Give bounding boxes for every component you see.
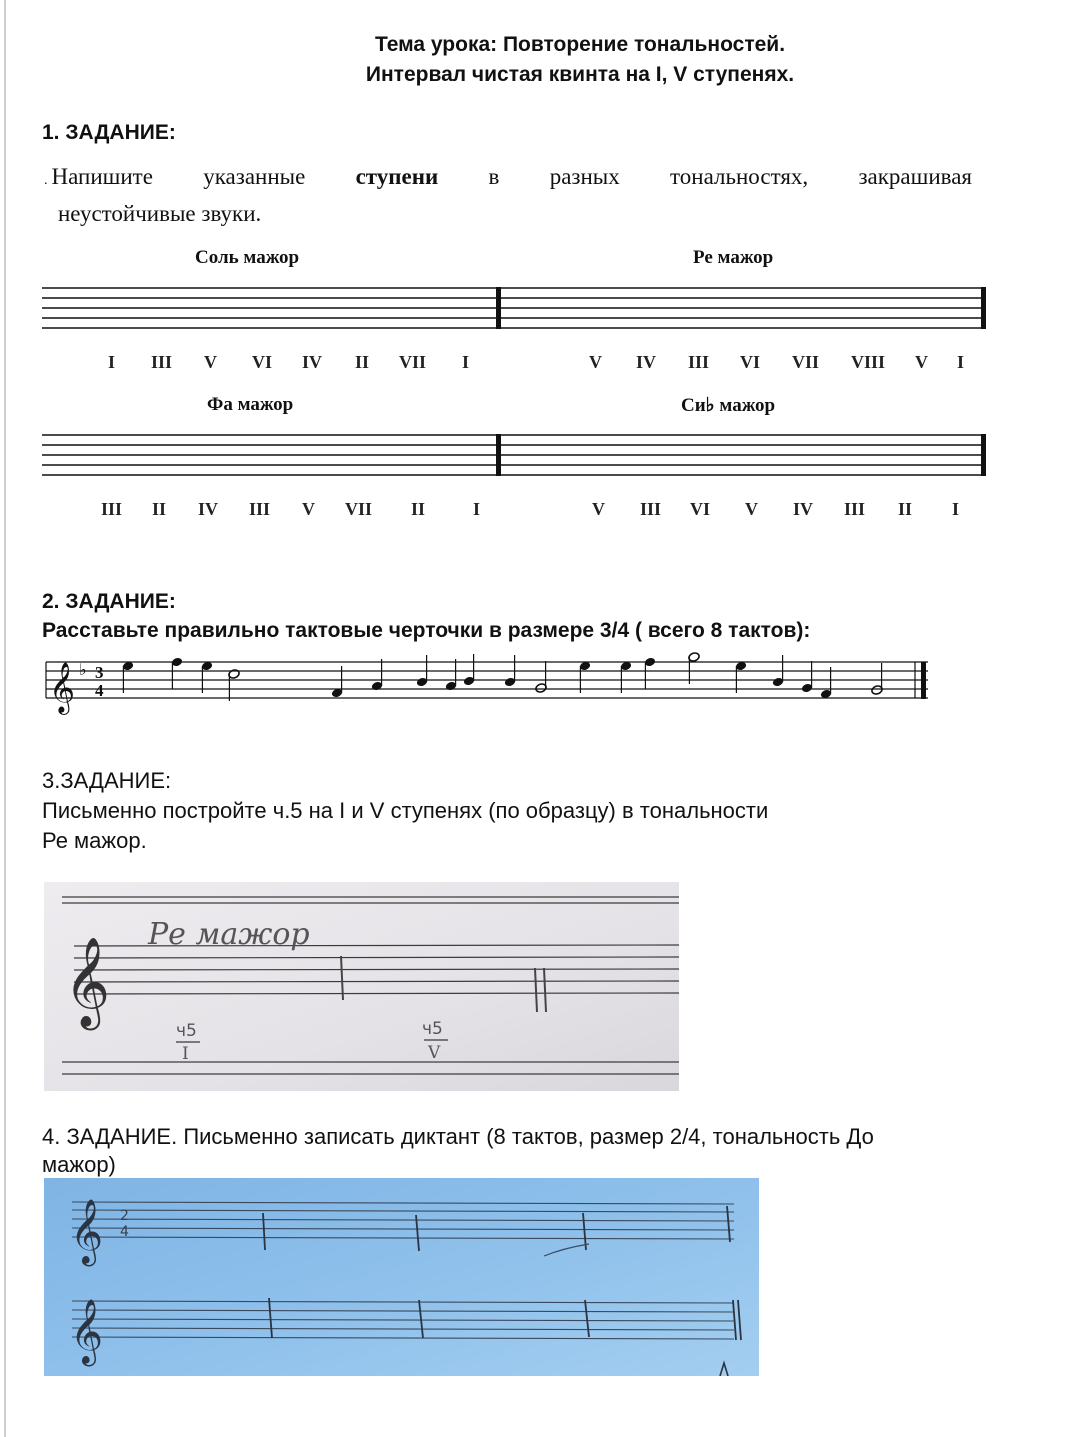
melody-notes — [122, 652, 883, 701]
task2-heading: 2. ЗАДАНИЕ: — [42, 590, 176, 613]
final-barline — [921, 662, 926, 699]
degree-mark-2: V — [428, 1043, 441, 1063]
degree-label: II — [152, 499, 167, 519]
instr-word: в — [488, 164, 500, 189]
task1-instruction-line2: неустойчивые звуки. — [58, 201, 262, 226]
instr-word: закрашивая — [858, 164, 972, 189]
lesson-title-line1: Тема урока: Повторение тональностей. — [374, 33, 786, 56]
degree-label: V — [745, 499, 758, 519]
task1-instruction — [44, 160, 972, 230]
degree-label: III — [844, 499, 866, 519]
interval-mark-1: ч5 — [176, 1021, 197, 1041]
task2-instruction: Расставьте правильно тактовые черточки в размере 3/4 ( всего 8 тактов): — [42, 619, 811, 642]
degree-label: IV — [302, 352, 323, 372]
staff-divider-bar — [496, 287, 501, 329]
time-signature-bottom: 4 — [120, 1224, 129, 1240]
degree-label: III — [640, 499, 662, 519]
instr-word: разных — [549, 164, 620, 189]
degree-label: V — [592, 499, 605, 519]
degree-label: I — [957, 352, 965, 372]
degree-label: VI — [252, 352, 273, 372]
treble-clef-icon: 𝄞 — [49, 662, 76, 713]
handwritten-key-name: Ре мажор — [148, 917, 310, 952]
degree-label: I — [952, 499, 960, 519]
staff-end-bar — [981, 434, 986, 476]
key-name-fa-major: Фа мажор — [207, 394, 294, 415]
key-name-re-major: Ре мажор — [693, 247, 774, 268]
staff-divider-bar — [496, 434, 501, 476]
degree-label: I — [108, 352, 116, 372]
key-name-sol-major: Соль мажор — [195, 247, 300, 268]
treble-clef-icon: 𝄞 — [64, 937, 111, 1027]
degree-label: VII — [792, 352, 820, 372]
page-left-border — [4, 0, 6, 1437]
degree-label: VI — [740, 352, 761, 372]
lesson-title-line2: Интервал чистая квинта на I, V ступенях. — [365, 63, 795, 86]
instr-word: указанные — [203, 164, 306, 189]
staff-row-1 — [42, 286, 990, 332]
melody-staff — [44, 650, 934, 718]
degree-label: VI — [690, 499, 711, 519]
task4-instruction-line2: мажор) — [42, 1152, 116, 1177]
degree-label: I — [462, 352, 470, 372]
staff-end-bar — [981, 287, 986, 329]
degree-label: V — [204, 352, 217, 372]
instr-word: тональностях, — [670, 164, 809, 189]
degree-label: IV — [198, 499, 219, 519]
task4-photo — [44, 1178, 759, 1376]
interval-mark-2: ч5 — [422, 1019, 443, 1039]
task4-instruction-line1: 4. ЗАДАНИЕ. Письменно записать диктант (8 тактов, размер 2/4, тональность До — [42, 1124, 874, 1149]
time-signature-top: 3 — [95, 663, 104, 682]
task3-instruction-line1: Письменно постройте ч.5 на I и V ступенях (по образцу) в тональности — [42, 798, 769, 823]
degree-label: III — [151, 352, 173, 372]
task1-instruction-line1 — [44, 160, 972, 197]
degree-label: IV — [793, 499, 814, 519]
treble-clef-icon: 𝄞 — [70, 1299, 104, 1364]
degree-label: VII — [345, 499, 373, 519]
staff-row-2 — [42, 433, 990, 479]
degree-label: III — [101, 499, 123, 519]
degree-label: V — [302, 499, 315, 519]
task3-instruction-line2: Ре мажор. — [42, 828, 147, 853]
degree-label: I — [473, 499, 481, 519]
degree-label: III — [249, 499, 271, 519]
degree-label: VIII — [851, 352, 886, 372]
degree-label: VII — [399, 352, 427, 372]
key-name-si-flat-major: Си♭ мажор — [681, 395, 776, 416]
degree-label: IV — [636, 352, 657, 372]
treble-clef-icon: 𝄞 — [70, 1199, 104, 1264]
degree-label: II — [898, 499, 913, 519]
degree-mark-1: I — [182, 1044, 189, 1064]
time-signature-top: 2 — [120, 1208, 129, 1224]
degree-label: V — [589, 352, 602, 372]
task1-heading: 1. ЗАДАНИЕ: — [42, 121, 176, 144]
instr-word: . Напишите — [44, 164, 153, 189]
degree-label: II — [411, 499, 426, 519]
degree-label: III — [688, 352, 710, 372]
task3-photo — [44, 882, 679, 1091]
task3-heading: 3.ЗАДАНИЕ: — [42, 768, 172, 793]
degree-label: V — [915, 352, 928, 372]
degree-label: II — [355, 352, 370, 372]
instr-word-bold: ступени — [355, 164, 439, 189]
flat-key-signature-icon: ♭ — [79, 660, 87, 679]
time-signature-bottom: 4 — [95, 681, 104, 700]
